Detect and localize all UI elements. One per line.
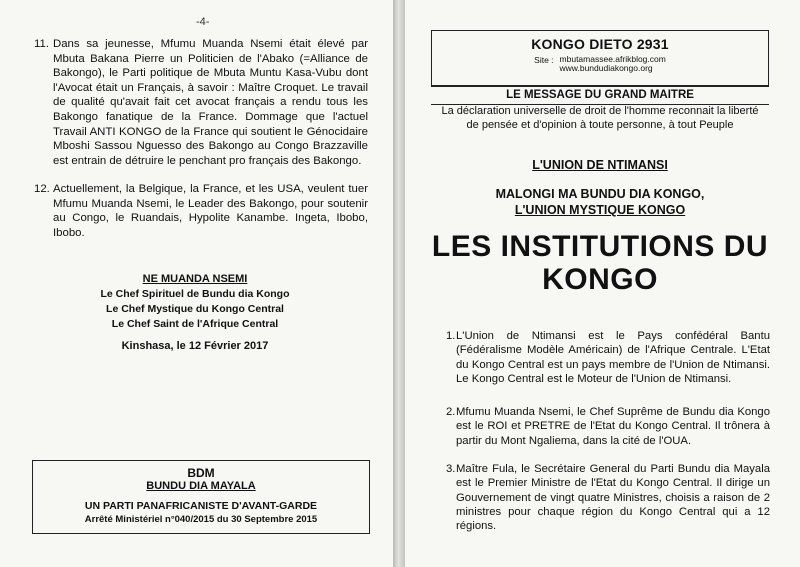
place-date: Kinshasa, le 12 Février 2017 — [121, 340, 269, 352]
site-url: mbutamassee.afrikblog.com — [559, 54, 666, 64]
signature-title: Le Chef Saint de l'Afrique Central — [111, 318, 279, 330]
malongi-line-underlined: L'UNION MYSTIQUE KONGO — [514, 203, 686, 217]
item-text: Maître Fula, le Secrétaire General du Parti Bundu dia Mayala est le Premier Ministre de l'Etat du Kongo Central. Il dirige un Gouvernement de vingt quatre Ministres, choisis a raison de 2 ministres pour chaque région du Kongo Central qui a 12 régions. — [456, 463, 770, 533]
bdm-party-name: BUNDU DIA MAYALA — [146, 480, 256, 492]
site-url: www.bundudiakongo.org — [559, 63, 653, 73]
signature-title: Le Chef Mystique du Kongo Central — [106, 303, 284, 315]
bdm-box — [32, 460, 370, 534]
site-info — [432, 55, 768, 73]
item-number: 12. — [34, 183, 50, 195]
signature-block — [60, 272, 330, 332]
newsletter-header — [431, 30, 769, 86]
book-gutter — [393, 0, 405, 567]
main-title: LES INSTITUTIONS DU KONGO — [431, 230, 769, 296]
item-number: 2. — [446, 406, 456, 418]
union-heading: L'UNION DE NTIMANSI — [532, 158, 668, 172]
bdm-slogan: UN PARTI PANAFRICANISTE D'AVANT-GARDE — [84, 500, 318, 512]
site-label: Site : — [534, 55, 554, 65]
list-item-1 — [446, 329, 770, 386]
message-title: LE MESSAGE DU GRAND MAITRE — [506, 89, 694, 101]
bdm-decree: Arrêté Ministériel n°040/2015 du 30 Septembre 2015 — [84, 514, 318, 525]
bdm-acronym: BDM — [187, 466, 215, 480]
signature-title: Le Chef Spirituel de Bundu dia Kongo — [100, 288, 290, 300]
malongi-line: MALONGI MA BUNDU DIA KONGO, — [495, 187, 705, 201]
item-text: Actuellement, la Belgique, la France, et les USA, veulent tuer Mfumu Muanda Nsemi, le Leader des Bakongo, pour soutenir au Congo, le Ruandais, Hypolite Kanambe. Ingeta, Ibobo, Ibobo. — [53, 183, 368, 239]
signature-name: NE MUANDA NSEMI — [142, 273, 248, 285]
page-number: -4- — [196, 16, 210, 28]
list-item-12 — [34, 182, 368, 240]
item-text: Dans sa jeunesse, Mfumu Muanda Nsemi était élevé par Mbuta Bakana Pierre un Politicien de l'Abako (=Alliance de Bakongo), le Parti politique de Mbuta Muntu Kasa-Vubu dont l'Avocat était un Français, à savoir : Maître Croquet. Le travail de qualité qu'avait fait cet avocat français a rendu tous les Bakongo fanatique de la France. Dommage que l'actuel Travail ANTI KONGO de la France qui soutient le Génocidaire Mboshi Sassou Nguesso des Bakongo au Congo Brazzaville est entrain de détruire le penchant pro français des Bakongo. — [53, 38, 368, 167]
malongi-heading — [431, 186, 769, 218]
list-item-3 — [446, 462, 770, 533]
item-text: Mfumu Muanda Nsemi, le Chef Suprême de Bundu dia Kongo est le ROI et PRETRE de l'Etat du Kongo Central. Il trônera à partir du Mont Ngaliema, dans la cité de l'OUA. — [456, 406, 770, 447]
left-page — [0, 0, 393, 567]
newsletter-title: KONGO DIETO 2931 — [531, 36, 669, 52]
item-number: 1. — [446, 330, 456, 342]
item-number: 3. — [446, 463, 456, 475]
item-number: 11. — [34, 38, 49, 50]
item-text: L'Union de Ntimansi est le Pays confédéral Bantu (Fédéralisme Modèle Américain) de l'Afrique Centrale. L'Etat du Kongo Central est un pays membre de l'Union de Ntimansi. Le Kongo Central est le Moteur de l'Union de Ntimansi. — [456, 330, 770, 385]
list-item-2 — [446, 405, 770, 448]
list-item-11 — [34, 37, 368, 168]
declaration-text: La déclaration universelle de droit de l'homme reconnait la liberté de pensée et d'opinion à toute personne, à tout Peuple — [441, 105, 759, 131]
